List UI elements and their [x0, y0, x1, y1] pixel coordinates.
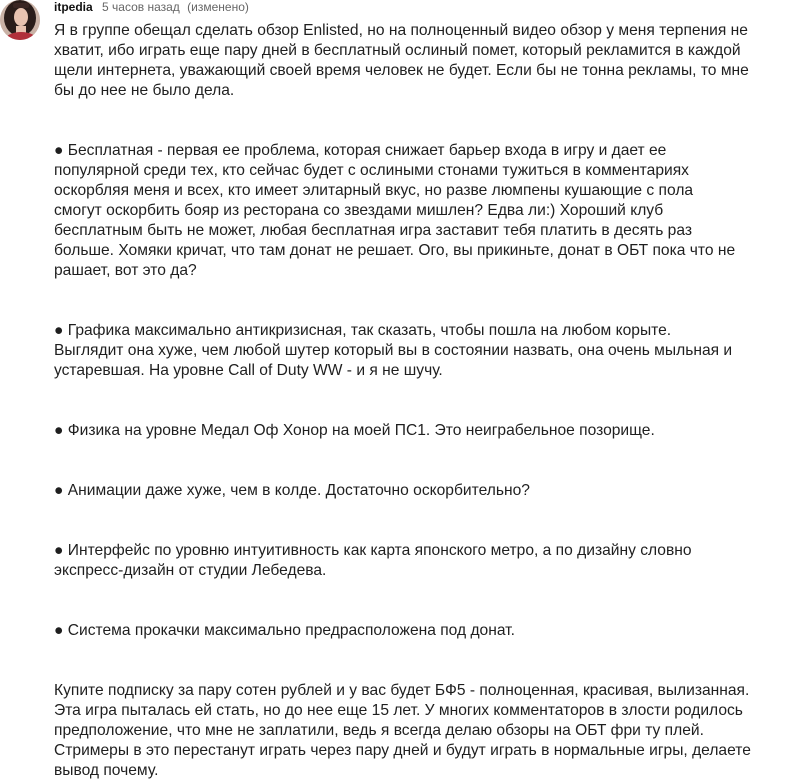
comment-bullet: ● Бесплатная - первая ее проблема, которая снижает барьер входа в игру и дает ее популярной среди тех, кто сейчас будет с ослиными стонами тужиться в комментариях оскорбляя меня и всех, кто имеет элитарный вкус, но разве люмпены кушающие с пола смогут оскорбить бояр из ресторана со звездами мишлен? Едва ли:) Хороший клуб бесплатным быть не может, любая бесплатная игра заставит тебя платить в десять раз больше. Хомяки кричат, что там донат не решает. Ого, вы прикиньте, донат в ОБТ пока что не рашает, вот это да?	[54, 142, 736, 279]
comment-bullet: ● Система прокачки максимально предрасположена под донат.	[54, 622, 515, 639]
avatar-image	[0, 0, 40, 40]
comment-header	[54, 0, 249, 14]
comment-paragraph: Я в группе обещал сделать обзор Enlisted, но на полноценный видео обзор у меня терпения не хватит, ибо играть еще пару дней в бесплатный ослиный помет, который рекламится в каждой щели интернета, уважающий своей время человек не будет. Если бы не тонна рекламы, то мне бы до нее не было дела.	[54, 22, 749, 99]
comment-body	[54, 21, 784, 781]
comment-timestamp[interactable]: 5 часов назад	[102, 0, 180, 14]
comment-paragraph: Купите подписку за пару сотен рублей и у вас будет БФ5 - полноценная, красивая, вылизанная. Эта игра пыталась ей стать, но до нее еще 15 лет. У многих комментаторов в злости родилось предположение, что мне не заплатили, ведь я всегда делаю обзоры на ОБТ фри ту плей. Стримеры в это перестанут играть через пару дней и будут играть в нормальные игры, делаете вывод почему.	[54, 682, 751, 779]
comment-bullet: ● Физика на уровне Медал Оф Хонор на моей ПС1. Это неиграбельное позорище.	[54, 422, 655, 439]
comment-bullet: ● Графика максимально антикризисная, так сказать, чтобы пошла на любом корыте. Выглядит она хуже, чем любой шутер который вы в состоянии назвать, она очень мыльная и устаревшая. На уровне Call of Duty WW - и я не шучу.	[54, 322, 733, 379]
comment-bullet: ● Анимации даже хуже, чем в колде. Достаточно оскорбительно?	[54, 482, 530, 499]
comment-edited-flag: (изменено)	[187, 0, 249, 14]
comment-author[interactable]: itpedia	[54, 0, 93, 14]
user-avatar-icon[interactable]	[0, 0, 40, 40]
comment-bullet: ● Интерфейс по уровню интуитивность как карта японского метро, а по дизайну словно экспресс-дизайн от студии Лебедева.	[54, 542, 692, 579]
